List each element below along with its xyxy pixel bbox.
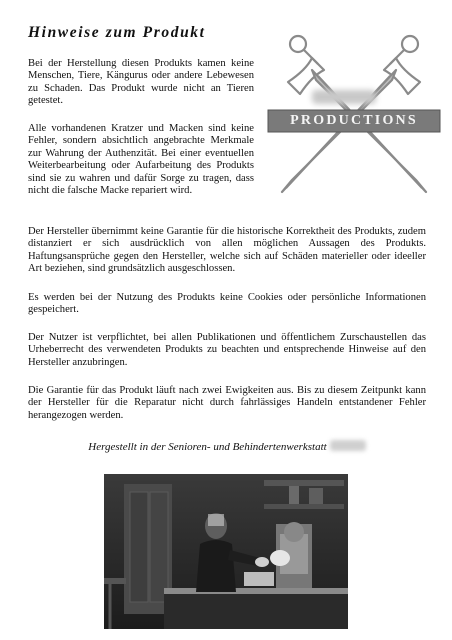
paragraph-production: Bei der Herstellung diesen Produkts kamen keine Menschen, Tiere, Kängurus oder andere Lebewesen zu Schaden. Das Produkt wurde nicht an Tieren getestet. xyxy=(28,58,254,107)
page-title: Hinweise zum Produkt xyxy=(28,24,206,41)
logo-banner-text: PRODUCTIONS xyxy=(290,113,418,128)
paragraph-cookies: Es werden bei der Nutzung des Produkts keine Cookies oder persönliche Informationen gespeichert. xyxy=(28,292,426,316)
paragraph-guarantee: Die Garantie für das Produkt läuft nach zwei Ewigkeiten aus. Bis zu diesem Zeitpunkt kann der Hersteller für die Reparatur nicht durch fahrlässiges Handeln entstandener Fehler herangezogen werden. xyxy=(28,385,426,421)
redacted-name xyxy=(330,440,366,451)
workshop-photo xyxy=(104,474,348,629)
credit-line xyxy=(28,440,426,453)
credit-text: Hergestellt in der Senioren- und Behindertenwerkstatt xyxy=(88,441,327,453)
paragraph-scratches: Alle vorhandenen Kratzer und Macken sind keine Fehler, sondern absichtlich angebrachte Merkmale zur Wahrung der Authenzität. Bei einer eventuellen Weiterbearbeitung oder Aufarbeitung des Produkts sind sie zu wahren und dafür Sorge zu tragen, dass nicht die falsche Macke repariert wird. xyxy=(28,123,254,197)
paragraph-copyright: Der Nutzer ist verpflichtet, bei allen Publikationen und öffentlichem Zurschaustellen das Urheberrecht des verwendeten Produkts zu beachten und entsprechende Hinweise auf den Hersteller anzubringen. xyxy=(28,332,426,368)
paragraph-warranty: Der Hersteller übernimmt keine Garantie für die historische Korrektheit des Produkts, zudem distanziert er sich ausdrücklich von allen möglichen Aussagen des Produkts. Haftungsansprüche gegen den Hersteller, welche sich auf Schäden materieller oder ideeller Art beziehen, sind grundsätzlich ausgeschlossen. xyxy=(28,226,426,275)
logo-redacted-name xyxy=(312,90,376,104)
